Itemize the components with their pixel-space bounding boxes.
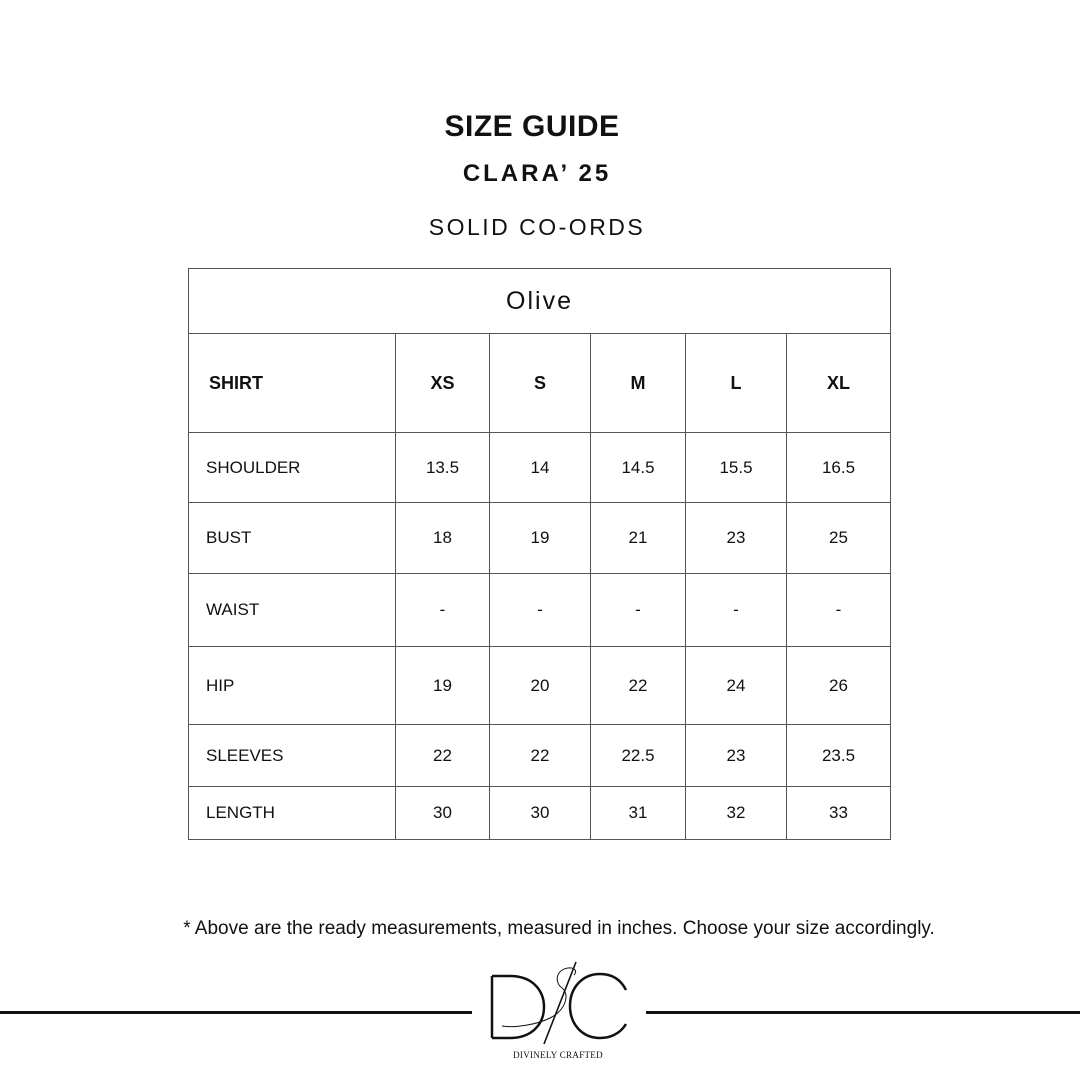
- measurement-value: 15.5: [686, 433, 787, 503]
- measurement-value: 32: [686, 787, 787, 840]
- measurement-value: 24: [686, 647, 787, 725]
- measurement-value: 30: [396, 787, 490, 840]
- brand-logo: [484, 958, 634, 1048]
- measurement-value: 22: [490, 725, 591, 787]
- measurement-value: -: [787, 574, 891, 647]
- size-header: M: [591, 334, 686, 433]
- divider-line-left: [0, 1011, 472, 1014]
- measurement-value: 30: [490, 787, 591, 840]
- table-row: [189, 433, 891, 503]
- measurement-value: 14.5: [591, 433, 686, 503]
- divider-line-right: [646, 1011, 1080, 1014]
- measurement-value: 25: [787, 503, 891, 574]
- brand-name: DIVINELY CRAFTED: [513, 1050, 603, 1060]
- table-row: [189, 787, 891, 840]
- measurement-value: -: [490, 574, 591, 647]
- measurement-note: * Above are the ready measurements, measured in inches. Choose your size accordingly.: [183, 918, 935, 939]
- measurement-value: -: [591, 574, 686, 647]
- measurement-label: SHOULDER: [189, 433, 396, 503]
- header-row: [189, 334, 891, 433]
- measurement-value: 23.5: [787, 725, 891, 787]
- collection-name: CLARA’ 25: [462, 160, 612, 187]
- measurement-value: 21: [591, 503, 686, 574]
- measurement-value: 26: [787, 647, 891, 725]
- color-row: [189, 269, 891, 334]
- measurement-value: 33: [787, 787, 891, 840]
- measurement-value: -: [396, 574, 490, 647]
- table-row: [189, 725, 891, 787]
- color-name: Olive: [189, 269, 891, 334]
- table-row: [189, 574, 891, 647]
- measurement-value: 19: [490, 503, 591, 574]
- measurement-value: 19: [396, 647, 490, 725]
- measurement-value: 22: [396, 725, 490, 787]
- measurement-label: HIP: [189, 647, 396, 725]
- measurement-label: SLEEVES: [189, 725, 396, 787]
- size-header: XS: [396, 334, 490, 433]
- table-row: [189, 503, 891, 574]
- measurement-value: 22.5: [591, 725, 686, 787]
- measurement-label: BUST: [189, 503, 396, 574]
- measurement-label: WAIST: [189, 574, 396, 647]
- size-table: [188, 268, 891, 840]
- size-header: XL: [787, 334, 891, 433]
- measurement-value: 16.5: [787, 433, 891, 503]
- measurement-value: 22: [591, 647, 686, 725]
- measurement-value: 14: [490, 433, 591, 503]
- size-header: L: [686, 334, 787, 433]
- page-title: SIZE GUIDE: [444, 110, 620, 143]
- size-header: S: [490, 334, 591, 433]
- measurement-value: 23: [686, 503, 787, 574]
- measurement-value: -: [686, 574, 787, 647]
- measurement-value: 23: [686, 725, 787, 787]
- measurement-value: 13.5: [396, 433, 490, 503]
- measurement-label: LENGTH: [189, 787, 396, 840]
- table-row: [189, 647, 891, 725]
- garment-label: SHIRT: [189, 334, 396, 433]
- measurement-value: 20: [490, 647, 591, 725]
- measurement-value: 31: [591, 787, 686, 840]
- category-name: SOLID CO-ORDS: [428, 214, 646, 240]
- measurement-value: 18: [396, 503, 490, 574]
